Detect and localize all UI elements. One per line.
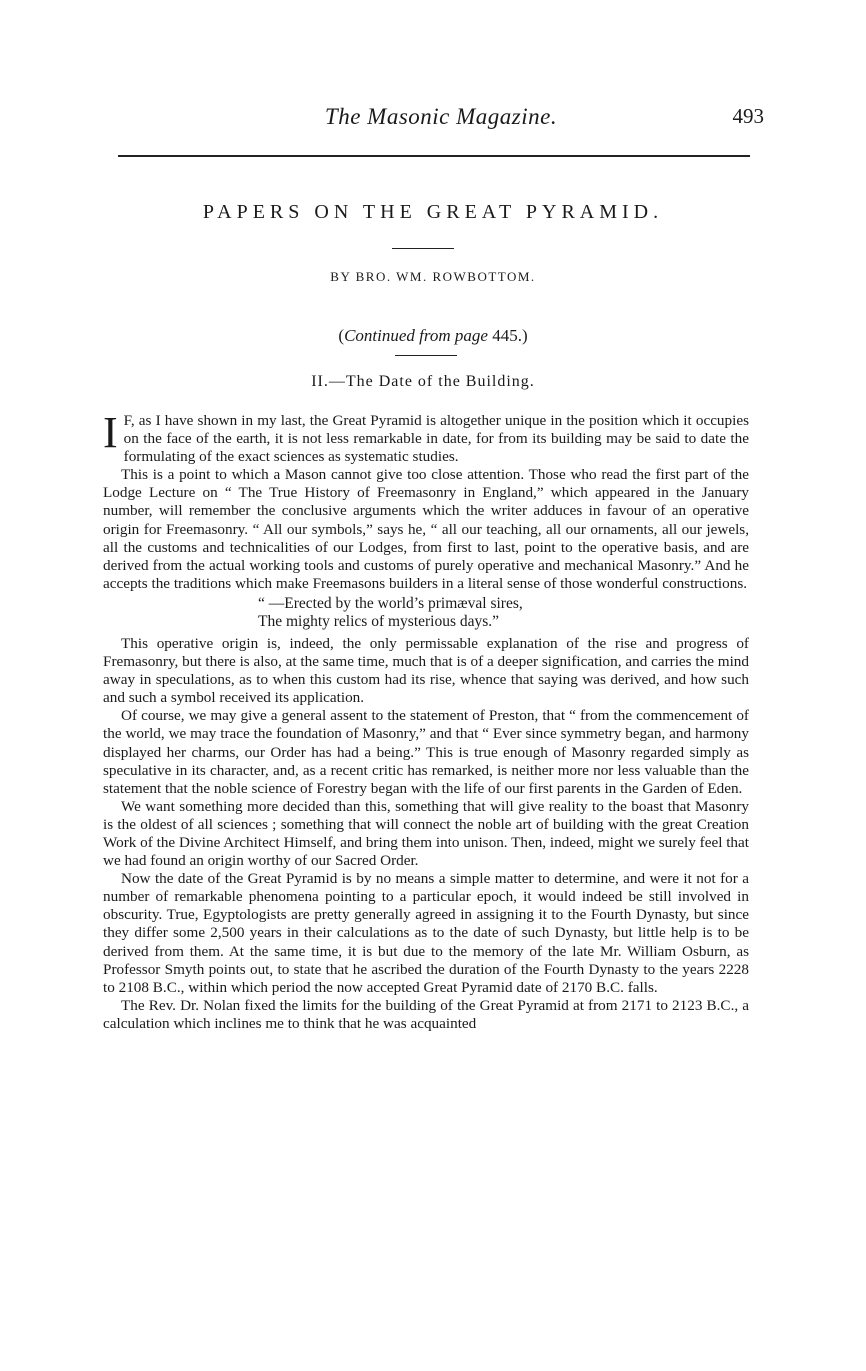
section-heading: II.—The Date of the Building. bbox=[311, 373, 535, 390]
verse-line: The mighty relics of mysterious days.” bbox=[258, 612, 500, 630]
running-head bbox=[118, 104, 764, 134]
article-body bbox=[103, 408, 749, 1033]
verse-line: “ —Erected by the world’s primæval sires, bbox=[258, 594, 523, 612]
article-title: PAPERS ON THE GREAT PYRAMID. bbox=[202, 201, 664, 223]
paragraph: This operative origin is, indeed, the only permissable explanation of the rise and progress of Fremasonry, but there is also, at the same time, much that is of a deeper signification, and carries the mind away in speculations, as to when this custom had its rise, whence that saying was derived, and how such and such a symbol received its application. bbox=[103, 634, 749, 707]
drop-cap: I bbox=[103, 408, 118, 457]
verse-quote bbox=[258, 595, 749, 631]
paragraph: Of course, we may give a general assent to the statement of Preston, that “ from the commencement of the world, we may trace the foundation of Masonry,” and that “ Ever since symmetry began, and harmony displayed her charms, our Order has had a being.” This is true enough of Masonry regarded simply as speculative in its character, and, as a recent critic has remarked, is neither more nor less valuable than the statement that the noble science of Forestry began with the life of our first parents in the Garden of Eden. bbox=[103, 707, 749, 797]
continued-divider bbox=[395, 355, 457, 356]
paragraph: I F, as I have shown in my last, the Great Pyramid is altogether unique in the position which it occupies on the face of the earth, it is not less remarkable in date, for from its building may be said to date the formulating of the exact sciences as systematic studies. bbox=[103, 408, 749, 466]
continued-text: Continued from page bbox=[344, 326, 488, 345]
paragraph: We want something more decided than this, something that will give reality to the boast that Masonry is the oldest of all sciences ; something that will connect the noble art of building with the great Creation Work of the Divine Architect Himself, and bring them into unison. Then, indeed, might we surely feel that we had found an origin worthy of our Sacred Order. bbox=[103, 797, 749, 870]
header-rule bbox=[118, 155, 750, 157]
page-number: 493 bbox=[732, 104, 764, 128]
paragraph: Now the date of the Great Pyramid is by no means a simple matter to determine, and were it not for a number of remarkable phenomena pointing to a particular epoch, it would indeed be still involved in obscurity. True, Egyptologists are pretty generally agreed in assigning it to the Fourth Dynasty, but since they differ some 2,500 years in their calculations as to the date of such Dynasty, but little help is to be derived from them. At the same time, it is but due to the memory of the late Mr. William Osburn, as Professor Smyth points out, to state that he ascribed the duration of the Fourth Dynasty to the years 2228 to 2108 B.C., within which period the now accepted Great Pyramid date of 2170 B.C. falls. bbox=[103, 870, 749, 996]
byline: BY BRO. WM. ROWBOTTOM. bbox=[330, 269, 536, 284]
title-divider bbox=[392, 248, 454, 249]
continued-note: (Continued from page 445.) bbox=[338, 326, 528, 345]
paragraph: This is a point to which a Mason cannot give too close attention. Those who read the first part of the Lodge Lecture on “ The True History of Freemasonry in England,” which appeared in the January number, will remember the conclusive arguments which the writer adduces in favour of an operative origin for Freemasonry. “ All our symbols,” says he, “ all our teaching, all our ornaments, all our jewels, all the customs and technicalities of our Lodges, from first to last, point to the operative basis, and are derived from the actual working tools and customs of purely operative and mechanical Masonry.” And he accepts the traditions which make Freemasons builders in a literal sense of those wonderful constructions. bbox=[103, 466, 749, 592]
paragraph: The Rev. Dr. Nolan fixed the limits for the building of the Great Pyramid at from 2171 to 2123 B.C., a calculation which inclines me to think that he was acquainted bbox=[103, 996, 749, 1032]
continued-page: 445. bbox=[492, 326, 522, 345]
journal-title: The Masonic Magazine. bbox=[324, 104, 558, 129]
